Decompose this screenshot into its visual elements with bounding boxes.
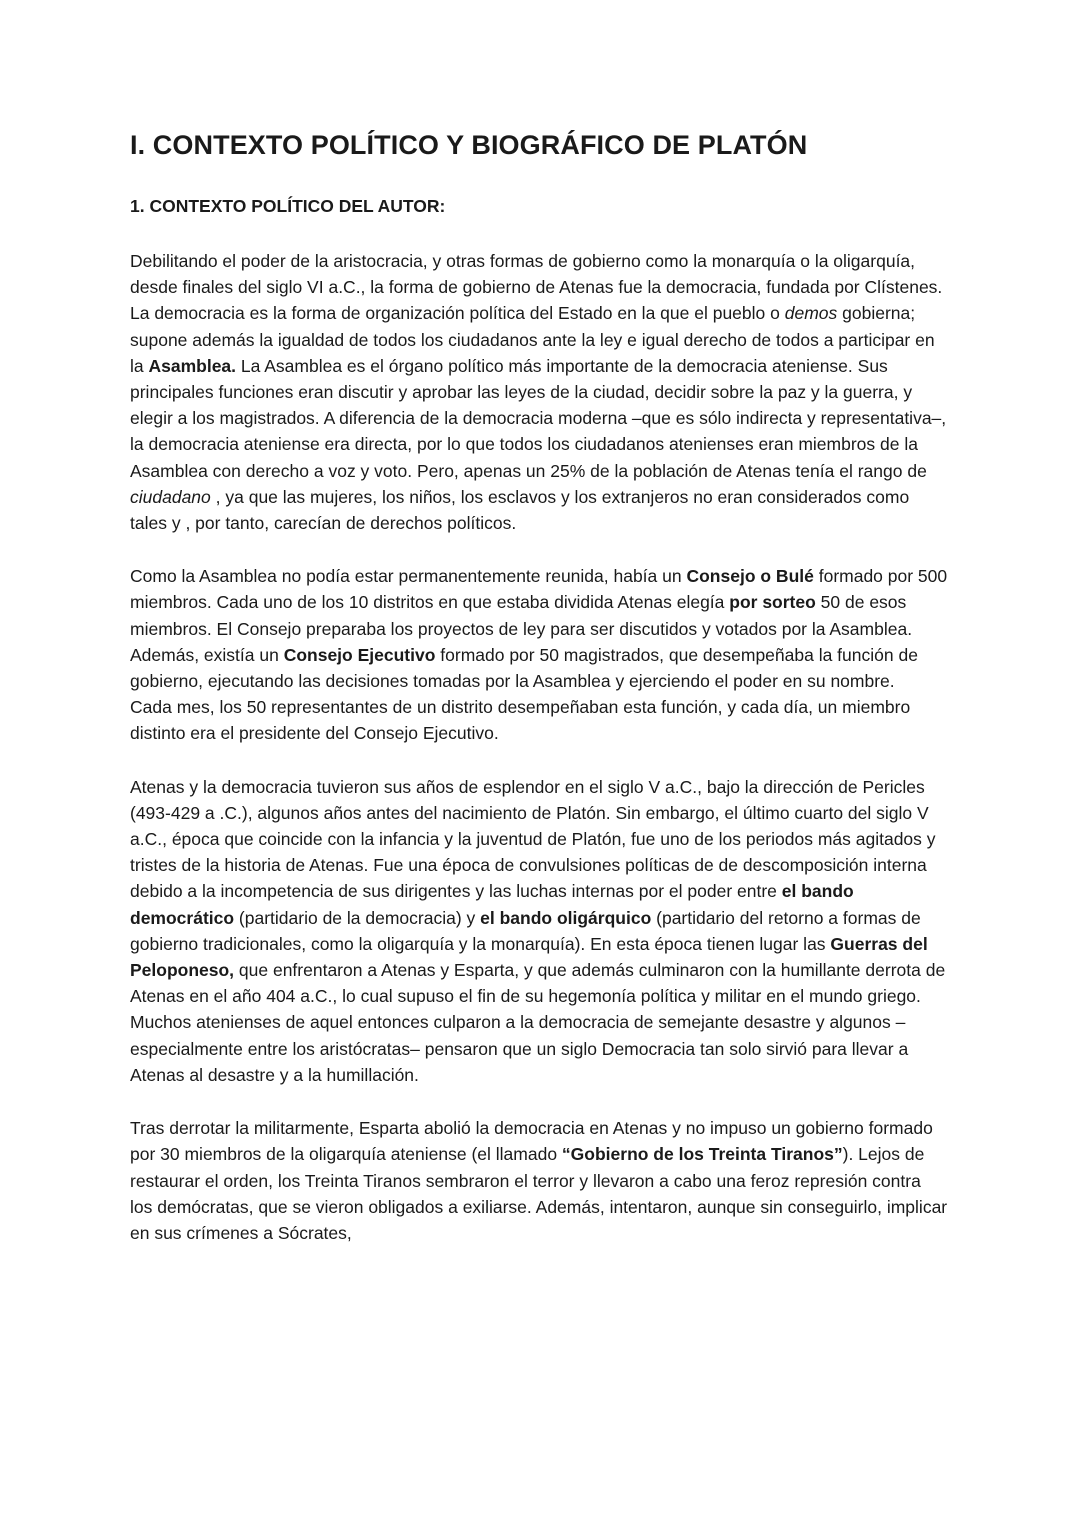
bold-asamblea: Asamblea. xyxy=(148,355,237,376)
bold-bando-democratico: el bando democrático xyxy=(130,881,854,928)
bold-consejo-ejecutivo: Consejo Ejecutivo xyxy=(283,644,436,665)
text-run: La Asamblea es el órgano político más importante de la democracia ateniense. Sus principales funciones eran discutir y aprobar las leyes de la ciudad, decidir sobre la paz y la guerra, y elegir a los magistrados. A diferencia de la democracia moderna –que es sólo indirecta y representativa–, la democracia ateniense era directa, por lo que todos los ciudadanos atenienses eran miembros de la Asamblea con derecho a voz y voto. Pero, apenas un 25% de la población de Atenas tenía el rango de xyxy=(130,355,947,481)
italic-ciudadano: ciudadano xyxy=(130,486,211,507)
text-run: gobierna; supone además la igualdad de todos los ciudadanos ante la ley e igual derecho de todos a participar en la xyxy=(130,303,935,376)
text-run: , ya que las mujeres, los niños, los esclavos y los extranjeros no eran considerados como tales y , por tanto, carecían de derechos políticos. xyxy=(130,486,910,534)
text-run: formado por 50 magistrados, que desempeñaba la función de gobierno, ejecutando las decisiones tomadas por la Asamblea y ejerciendo el poder en su nombre. xyxy=(130,644,918,692)
text-run: Tras derrotar la militarmente, Esparta abolió la democracia en Atenas y no impuso un gobierno formado por 30 miembros de la oligarquía ateniense (el llamado xyxy=(130,1118,933,1165)
paragraph-consejo xyxy=(130,563,948,694)
italic-demos: demos xyxy=(784,303,838,324)
document-page xyxy=(130,128,948,1246)
text-run: que enfrentaron a Atenas y Esparta, y que además culminaron con la humillante derrota de Atenas en el año 404 a.C., lo cual supuso el fin de su hegemonía política y militar en el mundo griego. Muchos atenienses de aquel entonces culparon a la democracia de semejante desastre y algunos – especialmente entre los aristócratas– pensaron que un siglo Democracia tan solo sirvió para llevar a Atenas al desastre y a la humillación. xyxy=(130,960,946,1085)
text-run: formado por 500 miembros. Cada uno de los 10 distritos en que estaba dividida Atenas elegía xyxy=(130,566,948,613)
bold-por-sorteo: por sorteo xyxy=(729,592,816,613)
bold-consejo-bule: Consejo o Bulé xyxy=(686,566,814,587)
text-run: Debilitando el poder de la aristocracia, y otras formas de gobierno como la monarquía o la oligarquía, desde finales del siglo VI a.C., la forma de gobierno de Atenas fue la democracia, fundada por Clístenes. La democracia es la forma de organización política del Estado en la que el pueblo o xyxy=(130,251,943,324)
paragraph-democracy xyxy=(130,248,948,536)
paragraph-pericles xyxy=(130,774,948,1088)
bold-treinta-tiranos: “Gobierno de los Treinta Tiranos” xyxy=(561,1144,843,1165)
paragraph-cada-mes: Cada mes, los 50 representantes de un distrito desempeñaban esta función, y cada día, un miembro distinto era el presidente del Consejo Ejecutivo. xyxy=(130,697,911,744)
text-run: (partidario de la democracia) y xyxy=(234,907,481,928)
document-title: I. CONTEXTO POLÍTICO Y BIOGRÁFICO DE PLATÓN xyxy=(130,130,808,160)
paragraph-treinta-tiranos xyxy=(130,1115,948,1246)
text-run: 50 de esos miembros. El Consejo preparaba los proyectos de ley para ser discutidos y votados por la Asamblea. Además, existía un xyxy=(130,592,913,665)
bold-guerras-peloponeso: Guerras del Peloponeso, xyxy=(130,933,928,981)
text-run: ). Lejos de restaurar el orden, los Treinta Tiranos sembraron el terror y llevaron a cabo una feroz represión contra los demócratas, que se vieron obligados a exiliarse. Además, intentaron, aunque sin conseguirlo, implicar en sus crímenes a Sócrates, xyxy=(130,1144,948,1243)
text-run: Como la Asamblea no podía estar permanentemente reunida, había un xyxy=(130,566,687,587)
bold-bando-oligarquico: el bando oligárquico xyxy=(480,907,652,928)
section-heading: 1. CONTEXTO POLÍTICO DEL AUTOR: xyxy=(130,196,446,216)
text-run: Atenas y la democracia tuvieron sus años de esplendor en el siglo V a.C., bajo la dirección de Pericles (493-429 a .C.), algunos años antes del nacimiento de Platón. Sin embargo, el último cuarto del siglo V a.C., época que coincide con la infancia y la juventud de Platón, fue uno de los periodos más agitados y tristes de la historia de Atenas. Fue una época de convulsiones políticas de de descomposición interna debido a la incompetencia de sus dirigentes y las luchas internas por el poder entre xyxy=(130,776,936,902)
text-run: (partidario del retorno a formas de gobierno tradicionales, como la oligarquía y la monarquía). En esta época tienen lugar las xyxy=(130,907,921,954)
